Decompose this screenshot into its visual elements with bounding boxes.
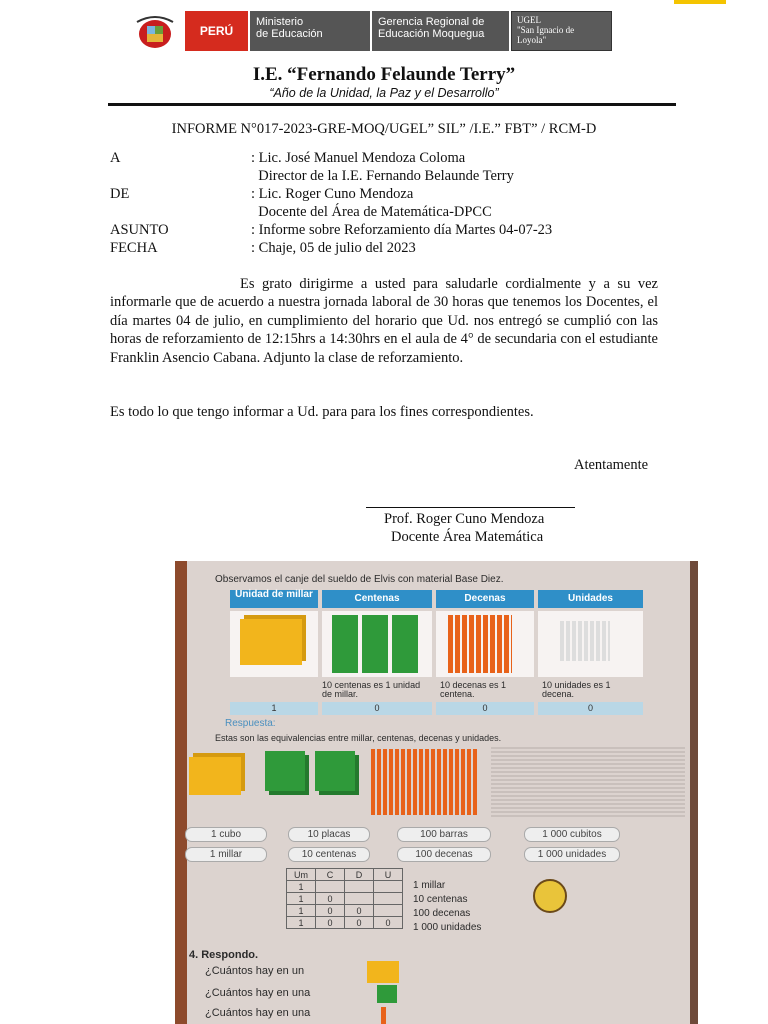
cubitos-icon — [560, 621, 610, 661]
title-rule — [108, 103, 676, 106]
meta-value: : Informe sobre Reforzamiento día Martes 04-07-23 — [251, 222, 553, 238]
plate-stack-icon — [265, 751, 305, 791]
worksheet-instruction: Observamos el canje del sueldo de Elvis con material Base Diez. — [215, 574, 504, 585]
row-value: 0 — [538, 702, 643, 715]
equivalence-pill: 10 centenas — [288, 847, 370, 862]
meta-key: A — [110, 150, 121, 166]
worksheet-photo — [175, 561, 698, 1024]
meta-value: : Lic. José Manuel Mendoza Coloma — [251, 150, 466, 166]
question: ¿Cuántos hay en un — [205, 965, 305, 977]
grid-cell: 0 — [345, 917, 374, 929]
note: 10 unidades es 1 decena. — [542, 680, 611, 699]
plate-icon — [392, 615, 418, 673]
plate-icon — [362, 615, 388, 673]
grid-cell — [374, 881, 403, 893]
signature-role: Docente Área Matemática — [391, 529, 544, 545]
grid-cell: 1 — [287, 893, 316, 905]
grid-head: D — [345, 869, 374, 881]
bar-icon — [381, 1007, 386, 1024]
units-cell — [538, 611, 643, 677]
paragraph-2: Es todo lo que tengo informar a Ud. para para los fines correspondientes. — [110, 404, 534, 420]
column-header: Centenas — [322, 590, 432, 608]
grid-cell: 0 — [316, 917, 345, 929]
peru-seal-icon — [130, 11, 180, 53]
grid-head: Um — [287, 869, 316, 881]
grid-cell — [345, 881, 374, 893]
grid-cell — [316, 881, 345, 893]
plate-icon — [377, 985, 397, 1003]
peru-label: PERÚ — [185, 11, 248, 51]
ugel-label: UGEL "San Ignacio de Loyola" — [511, 11, 612, 51]
corner-accent — [674, 0, 726, 4]
equivalence-pill: 1 millar — [185, 847, 267, 862]
grid-cell: 1 — [287, 905, 316, 917]
column-header: Unidad de millar — [230, 590, 318, 608]
row-value: 0 — [322, 702, 432, 715]
plates-cell — [322, 611, 432, 677]
photo-edge — [690, 561, 698, 1024]
cube-icon — [367, 961, 399, 983]
row-value: 0 — [436, 702, 534, 715]
equivalence-pill: 1 cubo — [185, 827, 267, 842]
photo-edge — [175, 561, 187, 1024]
equivalence-pill: 100 barras — [397, 827, 491, 842]
column-header: Unidades — [538, 590, 643, 608]
signature-line — [366, 507, 575, 508]
bars-icon — [448, 615, 512, 673]
grid-label: 1 000 unidades — [413, 922, 482, 933]
closing: Atentamente — [574, 457, 649, 473]
cubitos-block-icon — [491, 747, 685, 817]
plate-stack-icon — [315, 751, 355, 791]
gre-label: Gerencia Regional de Educación Moquegua — [372, 11, 509, 51]
place-value-grid — [286, 868, 403, 929]
mascot-icon — [533, 879, 567, 913]
equivalencias-text: Estas son las equivalencias entre millar, centenas, decenas y unidades. — [215, 733, 502, 743]
respondo-label: 4. Respondo. — [189, 949, 259, 961]
equivalence-pill: 1 000 unidades — [524, 847, 620, 862]
grid-label: 10 centenas — [413, 894, 468, 905]
grid-cell: 0 — [374, 917, 403, 929]
meta-value: : Lic. Roger Cuno Mendoza — [251, 186, 414, 202]
equivalence-pill: 100 decenas — [397, 847, 491, 862]
note: 10 decenas es 1 centena. — [440, 680, 507, 699]
cube-icon — [189, 757, 241, 795]
column-header: Decenas — [436, 590, 534, 608]
grid-label: 1 millar — [413, 880, 446, 891]
grid-cell: 0 — [345, 905, 374, 917]
informe-title: INFORME N°017-2023-GRE-MOQ/UGEL” SIL” /I.E.” FBT” / RCM-D — [171, 121, 597, 137]
respuesta-label: Respuesta: — [225, 718, 276, 729]
equivalence-pill: 10 placas — [288, 827, 370, 842]
grid-cell: 1 — [287, 881, 316, 893]
question: ¿Cuántos hay en una — [205, 987, 311, 999]
grid-cell — [374, 905, 403, 917]
motto: “Año de la Unidad, la Paz y el Desarrollo” — [269, 86, 499, 100]
bars-cell — [436, 611, 534, 677]
minedu-label: Ministerio de Educación — [250, 11, 370, 51]
cube-cell — [230, 611, 318, 677]
meta-value: Docente del Área de Matemática-DPCC — [251, 204, 492, 220]
bars-stack-icon — [371, 749, 479, 815]
grid-head: U — [374, 869, 403, 881]
note: 10 centenas es 1 unidad de millar. — [322, 680, 421, 699]
meta-key: ASUNTO — [110, 222, 169, 238]
equivalence-pill: 1 000 cubitos — [524, 827, 620, 842]
grid-head: C — [316, 869, 345, 881]
grid-label: 100 decenas — [413, 908, 471, 919]
meta-key: FECHA — [110, 240, 158, 256]
grid-cell: 0 — [316, 905, 345, 917]
school-name: I.E. “Fernando Felaunde Terry” — [252, 64, 516, 85]
signature-name: Prof. Roger Cuno Mendoza — [384, 511, 545, 527]
meta-value: Director de la I.E. Fernando Belaunde Terry — [251, 168, 514, 184]
plate-icon — [332, 615, 358, 673]
grid-cell — [345, 893, 374, 905]
header-logos — [130, 11, 612, 53]
grid-cell: 1 — [287, 917, 316, 929]
question: ¿Cuántos hay en una — [205, 1007, 311, 1019]
grid-cell: 0 — [316, 893, 345, 905]
row-value: 1 — [230, 702, 318, 715]
grid-cell — [374, 893, 403, 905]
paragraph-1: Es grato dirigirme a usted para saludarle cordialmente y a su vez informarle que de acuerdo a nuestra jornada laboral de 30 horas que tenemos los Docentes, el día martes 04 de julio, en cumplimiento del horario que Ud. nos entregó se cumplió con las horas de reforzamiento de 12:15hrs a 14:30hrs en el aula de 4° de secundaria con el estudiante Franklin Asencio Cabana. Adjunto la clase de reforzamiento. — [110, 276, 658, 366]
meta-key: DE — [110, 186, 130, 202]
cube-icon — [240, 619, 302, 665]
meta-value: : Chaje, 05 de julio del 2023 — [251, 240, 416, 256]
